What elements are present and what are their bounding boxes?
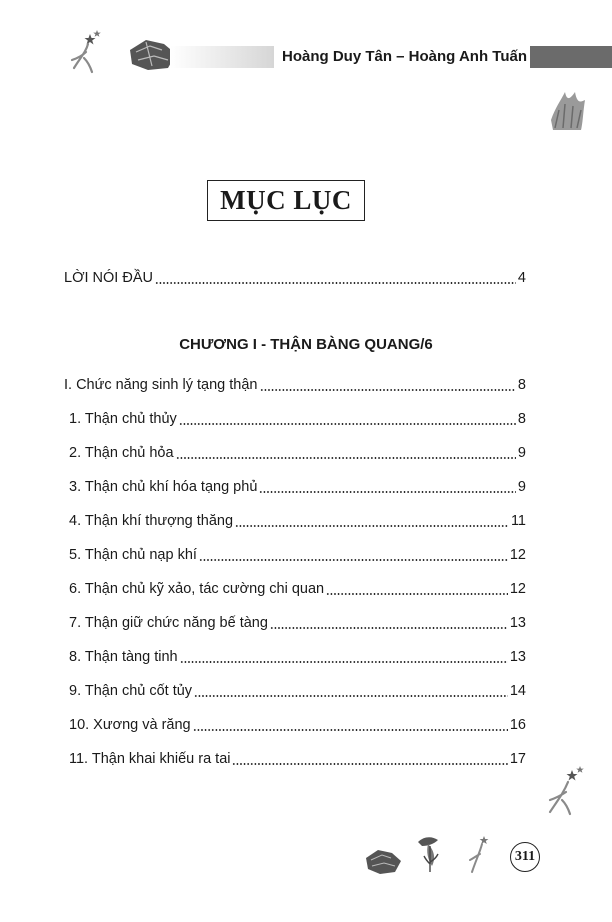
- herb-plant-icon: [412, 832, 450, 874]
- toc-entry-label: 6. Thận chủ kỹ xảo, tác cường chi quan: [69, 581, 325, 597]
- toc-entry-preface[interactable]: [64, 269, 526, 287]
- dot-leader: [259, 491, 516, 493]
- header-author: Hoàng Duy Tân – Hoàng Anh Tuấn: [282, 48, 527, 65]
- toc-entry-item[interactable]: [69, 546, 526, 564]
- page-number: 311: [510, 842, 540, 872]
- ginseng-root-icon: [466, 832, 496, 876]
- toc-entry-page: 16: [509, 717, 526, 733]
- ginseng-root-icon: [546, 764, 588, 816]
- toc-entry-page: 4: [517, 270, 526, 286]
- toc-entry-item[interactable]: [69, 478, 526, 496]
- toc-entry-page: 9: [517, 445, 526, 461]
- toc-entry-label: 2. Thận chủ hỏa: [69, 445, 174, 461]
- dot-leader: [260, 389, 516, 391]
- dot-leader: [326, 593, 508, 595]
- toc-entry-page: 12: [509, 581, 526, 597]
- toc-entry-item[interactable]: [69, 410, 526, 428]
- toc-entry-label: 8. Thận tàng tinh: [69, 649, 178, 665]
- header-color-block: [530, 46, 612, 68]
- dot-leader: [199, 559, 508, 561]
- toc-entry-page: 9: [517, 479, 526, 495]
- dot-leader: [176, 457, 516, 459]
- toc-entry-page: 8: [517, 411, 526, 427]
- header-gradient-band: [170, 46, 274, 68]
- herb-slices-icon: [362, 846, 404, 876]
- toc-entry-label: 3. Thận chủ khí hóa tạng phủ: [69, 479, 258, 495]
- dot-leader: [180, 661, 508, 663]
- toc-entry-item[interactable]: [69, 580, 526, 598]
- dot-leader: [232, 763, 507, 765]
- toc-entry-page: 13: [509, 615, 526, 631]
- toc-entry-label: 7. Thận giữ chức năng bế tàng: [69, 615, 268, 631]
- toc-entry-section[interactable]: [64, 376, 526, 394]
- toc-entry-label: 11. Thận khai khiếu ra tai: [69, 751, 231, 767]
- toc-entry-label: 5. Thận chủ nạp khí: [69, 547, 197, 563]
- toc-entry-item[interactable]: [69, 512, 526, 530]
- dot-leader: [270, 627, 508, 629]
- toc-title: MỤC LỤC: [207, 180, 365, 221]
- toc-entry-page: 8: [517, 377, 526, 393]
- toc-entry-page: 12: [509, 547, 526, 563]
- toc-entry-label: 4. Thận khí thượng thăng: [69, 513, 234, 529]
- toc-entry-label: LỜI NÓI ĐẦU: [64, 270, 153, 286]
- toc-entry-page: 17: [509, 751, 526, 767]
- toc-entry-item[interactable]: [69, 648, 526, 666]
- toc-entry-label: I. Chức năng sinh lý tạng thận: [64, 377, 258, 393]
- toc-entry-item[interactable]: [69, 716, 526, 734]
- dot-leader: [155, 282, 516, 284]
- toc-entry-label: 9. Thận chủ cốt tủy: [69, 683, 193, 699]
- chapter-heading: CHƯƠNG I - THẬN BÀNG QUANG/6: [179, 336, 433, 353]
- dot-leader: [194, 695, 508, 697]
- dot-leader: [235, 525, 509, 527]
- toc-entry-page: 14: [509, 683, 526, 699]
- dot-leader: [193, 729, 508, 731]
- ginseng-root-icon: [66, 28, 106, 74]
- toc-entry-item[interactable]: [69, 682, 526, 700]
- dot-leader: [179, 423, 516, 425]
- toc-entry-label: 10. Xương và răng: [69, 717, 191, 733]
- toc-entry-label: 1. Thận chủ thủy: [69, 411, 177, 427]
- toc-entry-item[interactable]: [69, 750, 526, 768]
- toc-entry-page: 11: [510, 513, 526, 529]
- herb-bundle-icon: [545, 90, 587, 134]
- toc-entry-page: 13: [509, 649, 526, 665]
- toc-entry-item[interactable]: [69, 444, 526, 462]
- toc-entry-item[interactable]: [69, 614, 526, 632]
